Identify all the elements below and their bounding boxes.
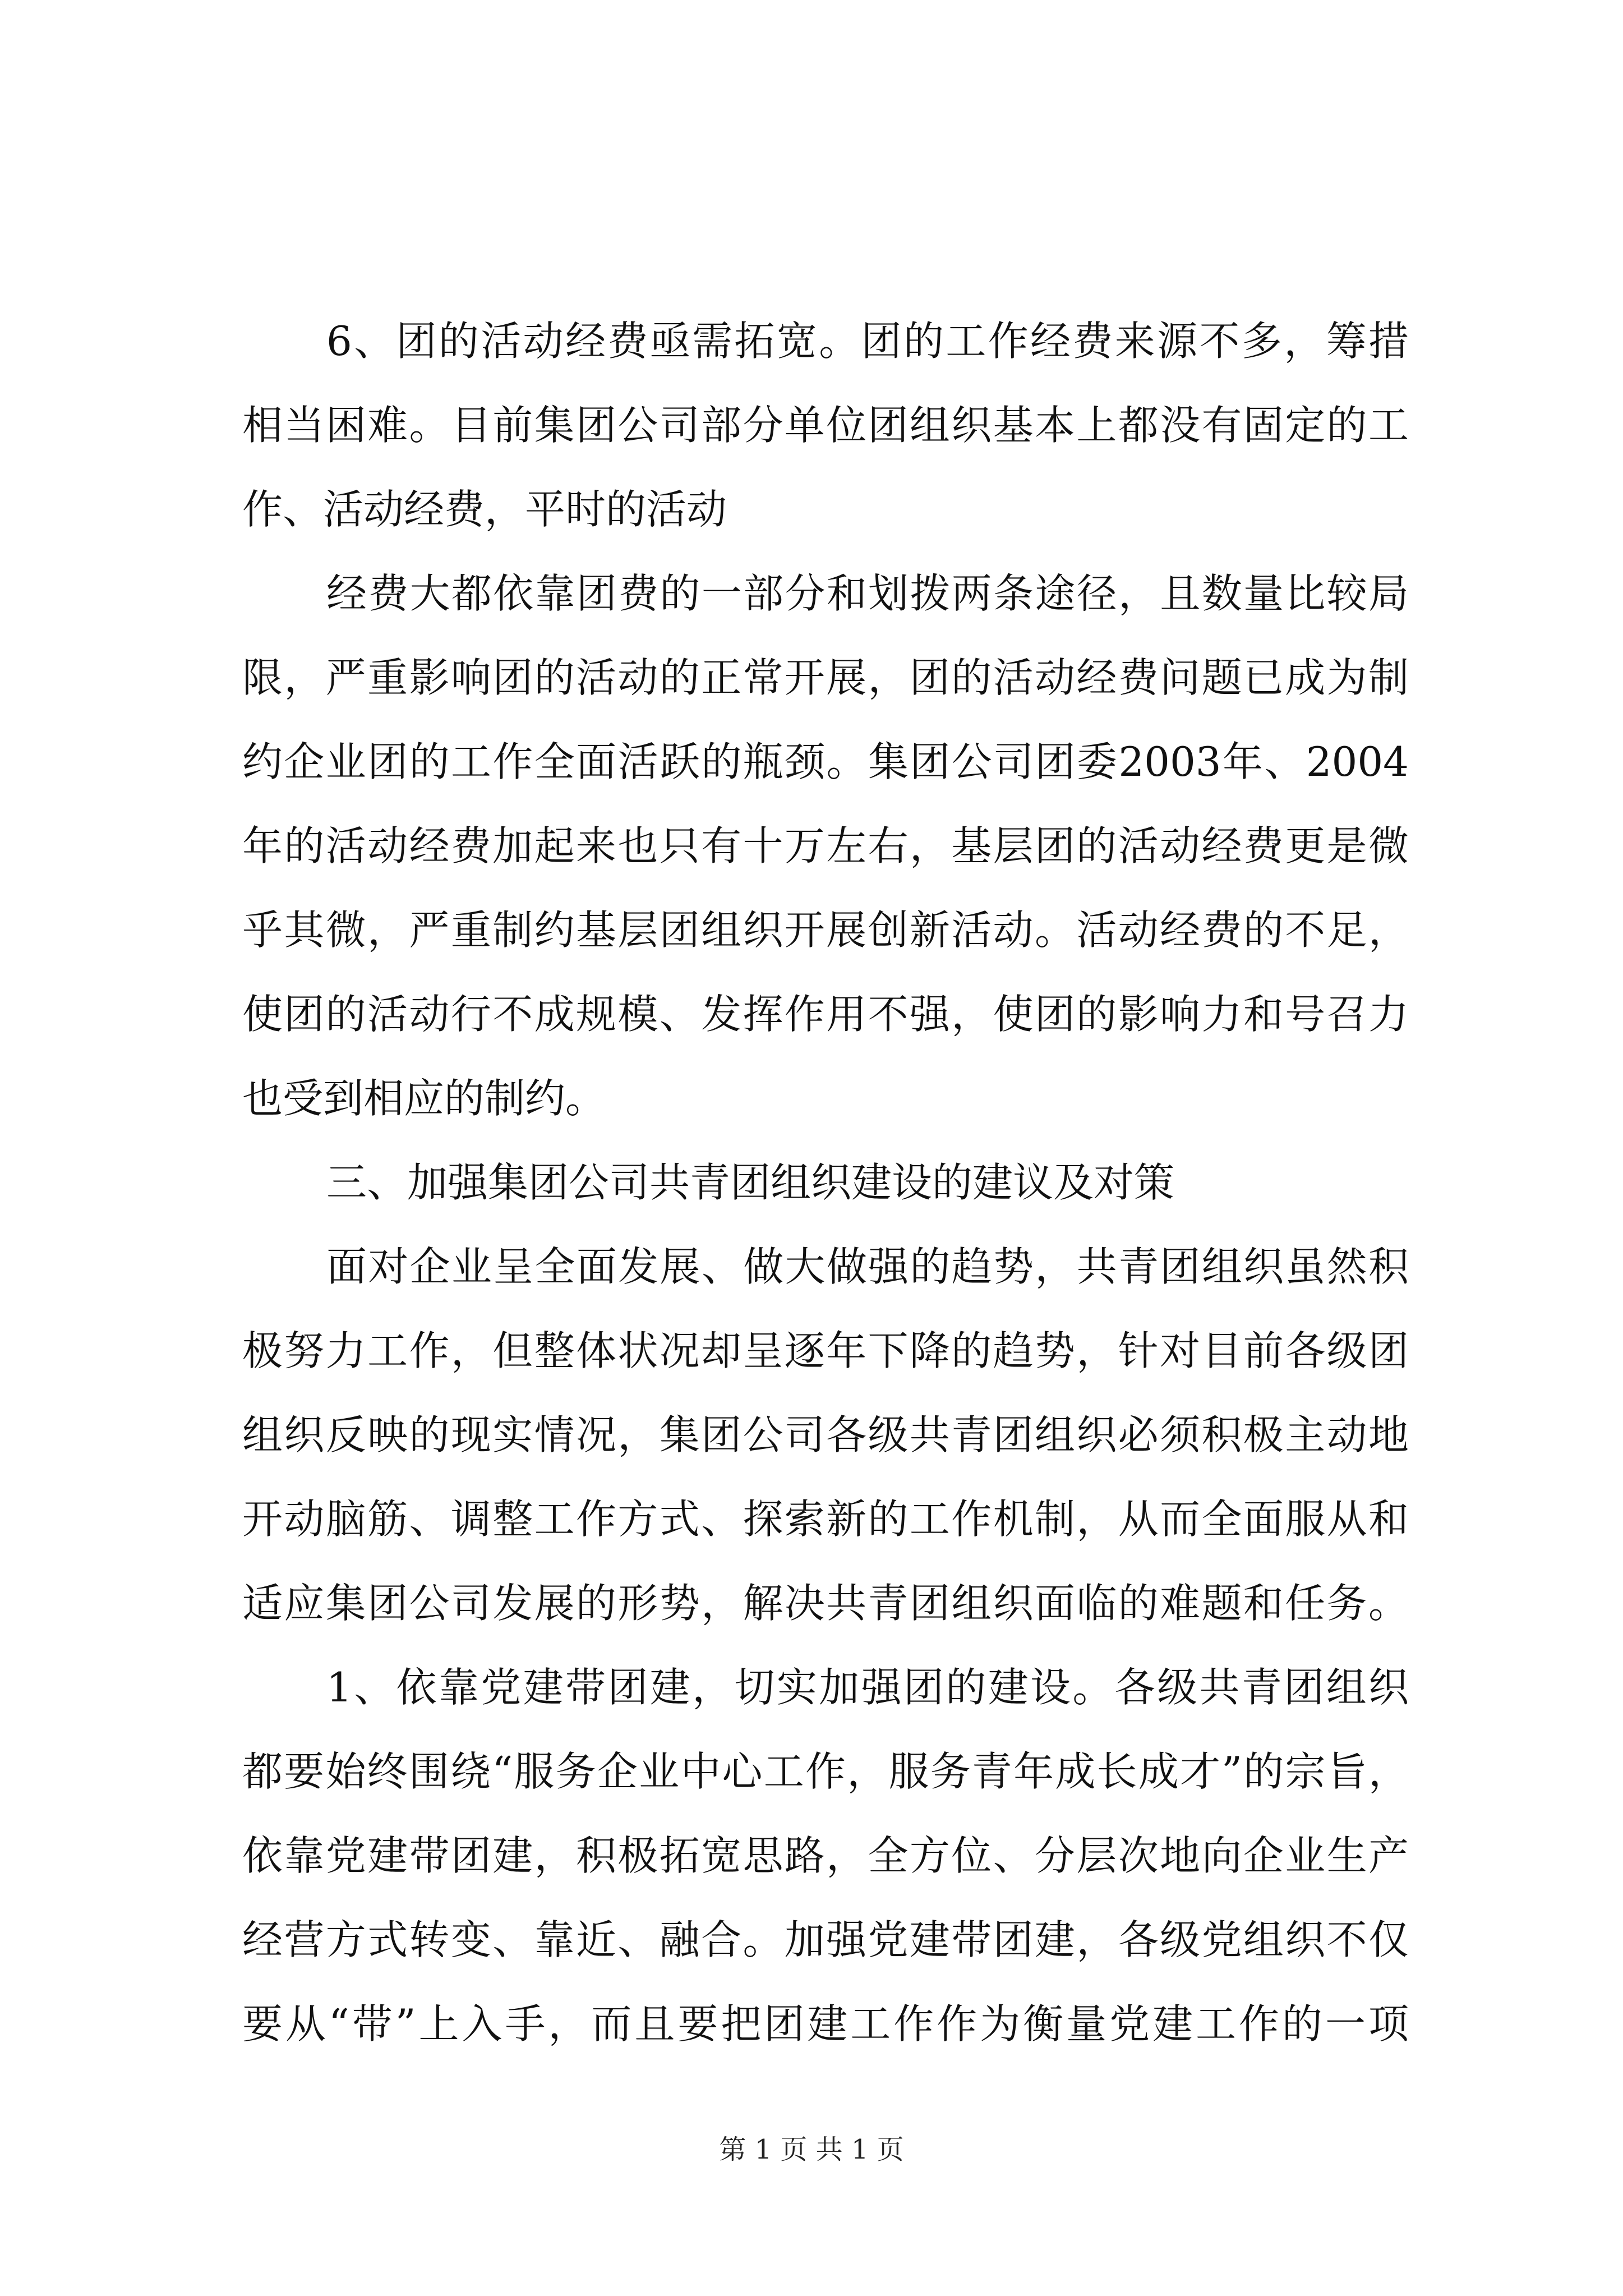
text-line: 6、团的活动经费亟需拓宽。团的工作经费来源不多，筹措 bbox=[326, 318, 1409, 365]
text-line: 组织反映的现实情况，集团公司各级共青团组织必须积极主动地 bbox=[242, 1411, 1409, 1458]
text-line: 适应集团公司发展的形势，解决共青团组织面临的难题和任务。 bbox=[242, 1580, 1409, 1627]
text-line: 经费大都依靠团费的一部分和划拨两条途径，且数量比较局 bbox=[326, 570, 1409, 617]
text-line: 经营方式转变、靠近、融合。加强党建带团建，各级党组织不仅 bbox=[242, 1916, 1409, 1963]
text-line: 依靠党建带团建，积极拓宽思路，全方位、分层次地向企业生产 bbox=[242, 1832, 1409, 1879]
text-line: 面对企业呈全面发展、做大做强的趋势，共青团组织虽然积 bbox=[326, 1243, 1409, 1290]
page-footer: 第 1 页 共 1 页 bbox=[719, 2134, 904, 2165]
text-line: 也受到相应的制约。 bbox=[242, 1075, 606, 1122]
text-line: 都要始终围绕“服务企业中心工作，服务青年成长成才”的宗旨， bbox=[242, 1748, 1409, 1795]
text-line: 相当困难。目前集团公司部分单位团组织基本上都没有固定的工 bbox=[242, 402, 1409, 449]
text-line: 作、活动经费，平时的活动 bbox=[242, 486, 727, 533]
text-line: 开动脑筋、调整工作方式、探索新的工作机制，从而全面服从和 bbox=[242, 1496, 1409, 1543]
section-heading: 三、加强集团公司共青团组织建设的建议及对策 bbox=[326, 1159, 1175, 1206]
text-line: 约企业团的工作全面活跃的瓶颈。集团公司团委2003年、2004 bbox=[242, 738, 1409, 785]
text-line: 年的活动经费加起来也只有十万左右，基层团的活动经费更是微 bbox=[242, 822, 1409, 869]
text-line: 要从“带”上入手，而且要把团建工作作为衡量党建工作的一项 bbox=[242, 2000, 1409, 2047]
text-line: 乎其微，严重制约基层团组织开展创新活动。活动经费的不足， bbox=[242, 907, 1409, 954]
text-line: 极努力工作，但整体状况却呈逐年下降的趋势，针对目前各级团 bbox=[242, 1327, 1409, 1374]
text-line: 使团的活动行不成规模、发挥作用不强，使团的影响力和号召力 bbox=[242, 991, 1409, 1038]
text-line: 限，严重影响团的活动的正常开展，团的活动经费问题已成为制 bbox=[242, 654, 1409, 701]
text-line: 1、依靠党建带团建，切实加强团的建设。各级共青团组织 bbox=[326, 1664, 1409, 1711]
